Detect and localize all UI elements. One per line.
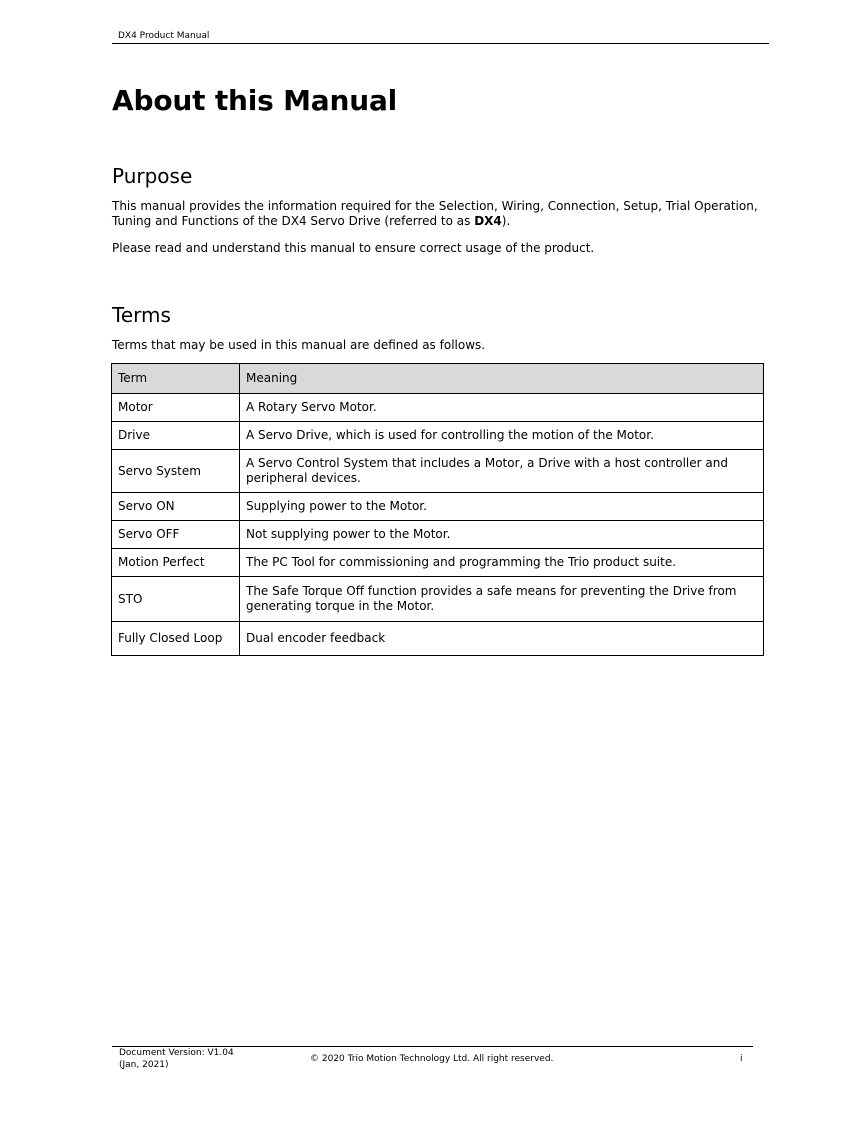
term-cell: Motion Perfect bbox=[112, 549, 240, 577]
terms-intro: Terms that may be used in this manual are defined as follows. bbox=[112, 338, 486, 352]
meaning-cell: Not supplying power to the Motor. bbox=[240, 521, 764, 549]
column-header-meaning: Meaning bbox=[240, 364, 764, 394]
table-row bbox=[112, 577, 764, 622]
term-cell: Motor bbox=[112, 394, 240, 422]
table-header-row bbox=[112, 364, 764, 394]
term-cell: Fully Closed Loop bbox=[112, 622, 240, 656]
product-name-bold: DX4 bbox=[474, 214, 502, 228]
footer-copyright: © 2020 Trio Motion Technology Ltd. All right reserved. bbox=[310, 1054, 554, 1064]
meaning-cell: A Servo Drive, which is used for controlling the motion of the Motor. bbox=[240, 422, 764, 450]
term-cell: STO bbox=[112, 577, 240, 622]
column-header-term: Term bbox=[112, 364, 240, 394]
terms-heading: Terms bbox=[112, 303, 171, 327]
table-row bbox=[112, 422, 764, 450]
purpose-read-note: Please read and understand this manual to ensure correct usage of the product. bbox=[112, 241, 595, 255]
footer-date-line: (Jan, 2021) bbox=[119, 1060, 169, 1070]
meaning-cell: A Servo Control System that includes a Motor, a Drive with a host controller and peripheral devices. bbox=[240, 450, 764, 493]
table-row bbox=[112, 493, 764, 521]
purpose-text-start: This manual provides the information required for the Selection, Wiring, Connection, Setup, Trial Operation, Tuning and Functions of the DX4 Servo Drive (referred to as bbox=[112, 199, 758, 228]
purpose-text-end: ). bbox=[501, 214, 511, 228]
meaning-cell: The PC Tool for commissioning and programming the Trio product suite. bbox=[240, 549, 764, 577]
footer-version-line: Document Version: V1.04 bbox=[119, 1048, 234, 1058]
term-cell: Servo OFF bbox=[112, 521, 240, 549]
meaning-cell: The Safe Torque Off function provides a safe means for preventing the Drive from generating torque in the Motor. bbox=[240, 577, 764, 622]
table-row bbox=[112, 549, 764, 577]
purpose-heading: Purpose bbox=[112, 164, 193, 188]
term-cell: Drive bbox=[112, 422, 240, 450]
terms-table bbox=[111, 363, 764, 656]
page-title: About this Manual bbox=[112, 84, 398, 117]
table-row bbox=[112, 450, 764, 493]
meaning-cell: Supplying power to the Motor. bbox=[240, 493, 764, 521]
table-row bbox=[112, 394, 764, 422]
footer-document-version bbox=[119, 1047, 234, 1071]
term-cell: Servo System bbox=[112, 450, 240, 493]
footer-page-number: i bbox=[740, 1054, 743, 1064]
meaning-cell: A Rotary Servo Motor. bbox=[240, 394, 764, 422]
table-row bbox=[112, 622, 764, 656]
meaning-cell: Dual encoder feedback bbox=[240, 622, 764, 656]
purpose-paragraph bbox=[112, 199, 762, 229]
running-header bbox=[112, 29, 769, 44]
term-cell: Servo ON bbox=[112, 493, 240, 521]
table-row bbox=[112, 521, 764, 549]
running-header-title: DX4 Product Manual bbox=[118, 31, 210, 41]
